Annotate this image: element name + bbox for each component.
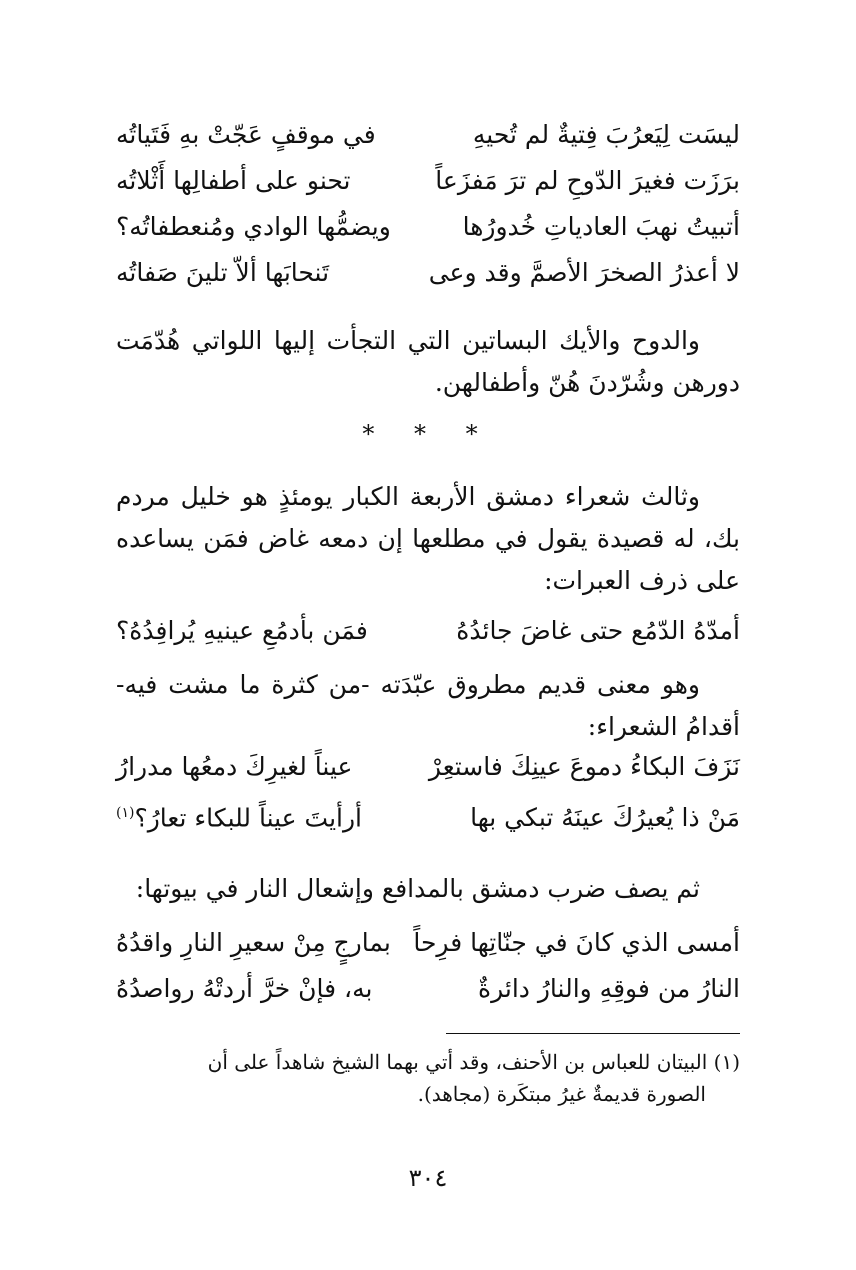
paragraph (116, 476, 740, 602)
verse-first-hemistich: لا أعذرُ الصخرَ الأصمَّ وقد وعى (428, 258, 740, 287)
verse-line (116, 920, 740, 966)
poem-block-4 (116, 920, 740, 1012)
footnote-line: الصورة قديمةٌ غيرُ مبتكَرة (مجاهد). (417, 1082, 706, 1106)
verse-first-hemistich: نَزَفَ البكاءُ دموعَ عينِكَ فاستعِرْ (428, 752, 740, 781)
paragraph (116, 320, 740, 404)
verse-first-hemistich: مَنْ ذا يُعيرُكَ عينَهُ تبكي بها (470, 803, 740, 833)
paragraph-text: وهو معنى قديم مطروق عبّدَته -من كثرة ما مشت فيه- أقدامُ الشعراء: (116, 670, 740, 741)
verse-line (116, 966, 740, 1012)
verse-second-hemistich: بمارجٍ مِنْ سعيرِ النارِ واقدُهُ (116, 928, 391, 957)
poem-block-2 (116, 608, 740, 654)
poem-block-3 (116, 744, 740, 836)
verse-first-hemistich: أمسى الذي كانَ في جنّاتِها فرِحاً (413, 928, 740, 957)
footnote-divider (446, 1033, 740, 1034)
paragraph-text: والدوح والأيك البساتين التي التجأت إليها اللواتي هُدّمَت دورهن وشُرّدنَ هُنّ وأطفالهن. (116, 326, 740, 397)
verse-line (116, 158, 740, 204)
verse-line (116, 112, 740, 158)
page-number: ٣٠٤ (408, 1164, 448, 1192)
footnote-line: (١) البيتان للعباس بن الأحنف، وقد أتي بهما الشيخ شاهداً على أن (207, 1050, 740, 1074)
verse-second-hemistich: فمَن بأدمُعِ عينيهِ يُرافِدُهُ؟ (116, 616, 368, 645)
verse-second-hemistich: به، فإنْ خرَّ أردتْهُ رواصدُهُ (116, 974, 373, 1003)
paragraph (116, 868, 740, 910)
verse-line (116, 250, 740, 296)
poem-block-1 (116, 112, 740, 296)
verse-line (116, 744, 740, 790)
verse-second-hemistich: عيناً لغيرِكَ دمعُها مدرارُ (116, 752, 353, 781)
verse-line (116, 790, 740, 836)
verse-second-hemistich: في موقفٍ عَجّتْ بهِ فَتَياتُه (116, 120, 376, 149)
verse-first-hemistich: برَزَت فغيرَ الدّوحِ لم ترَ مَفزَعاً (435, 166, 740, 195)
verse-second-hemistich: تحنو على أطفالِها أَثْلاتُه (116, 166, 351, 195)
verse-line (116, 608, 740, 654)
verse-text: أرأيتَ عيناً للبكاء تعارُ؟ (134, 803, 362, 833)
verse-first-hemistich: أمدّهُ الدّمُع حتى غاضَ جائدُهُ (456, 616, 740, 645)
paragraph (116, 664, 740, 748)
verse-second-hemistich (116, 790, 362, 841)
paragraph-text: وثالث شعراء دمشق الأربعة الكبار يومئذٍ هو خليل مردم بك، له قصيدة يقول في مطلعها إن دمعه غاض فمَن يساعده على ذرف العبرات: (116, 482, 740, 595)
section-divider: * * * (362, 420, 494, 448)
footnote (116, 1046, 740, 1110)
verse-first-hemistich: ليسَت لِيَعرُبَ فِتيةٌ لم تُحيهِ (472, 120, 740, 149)
verse-second-hemistich: تَنحابَها ألاّ تلينَ صَفاتُه (116, 258, 330, 287)
verse-second-hemistich: ويضمُّها الوادي ومُنعطفاتُه؟ (116, 212, 391, 241)
verse-first-hemistich: أتبيتُ نهبَ العادياتِ خُدورُها (462, 212, 740, 241)
verse-first-hemistich: النارُ من فوقِهِ والنارُ دائرةٌ (477, 974, 740, 1003)
footnote-reference[interactable]: (١) (116, 805, 135, 821)
verse-line (116, 204, 740, 250)
paragraph-text: ثم يصف ضرب دمشق بالمدافع وإشعال النار في بيوتها: (135, 874, 700, 903)
